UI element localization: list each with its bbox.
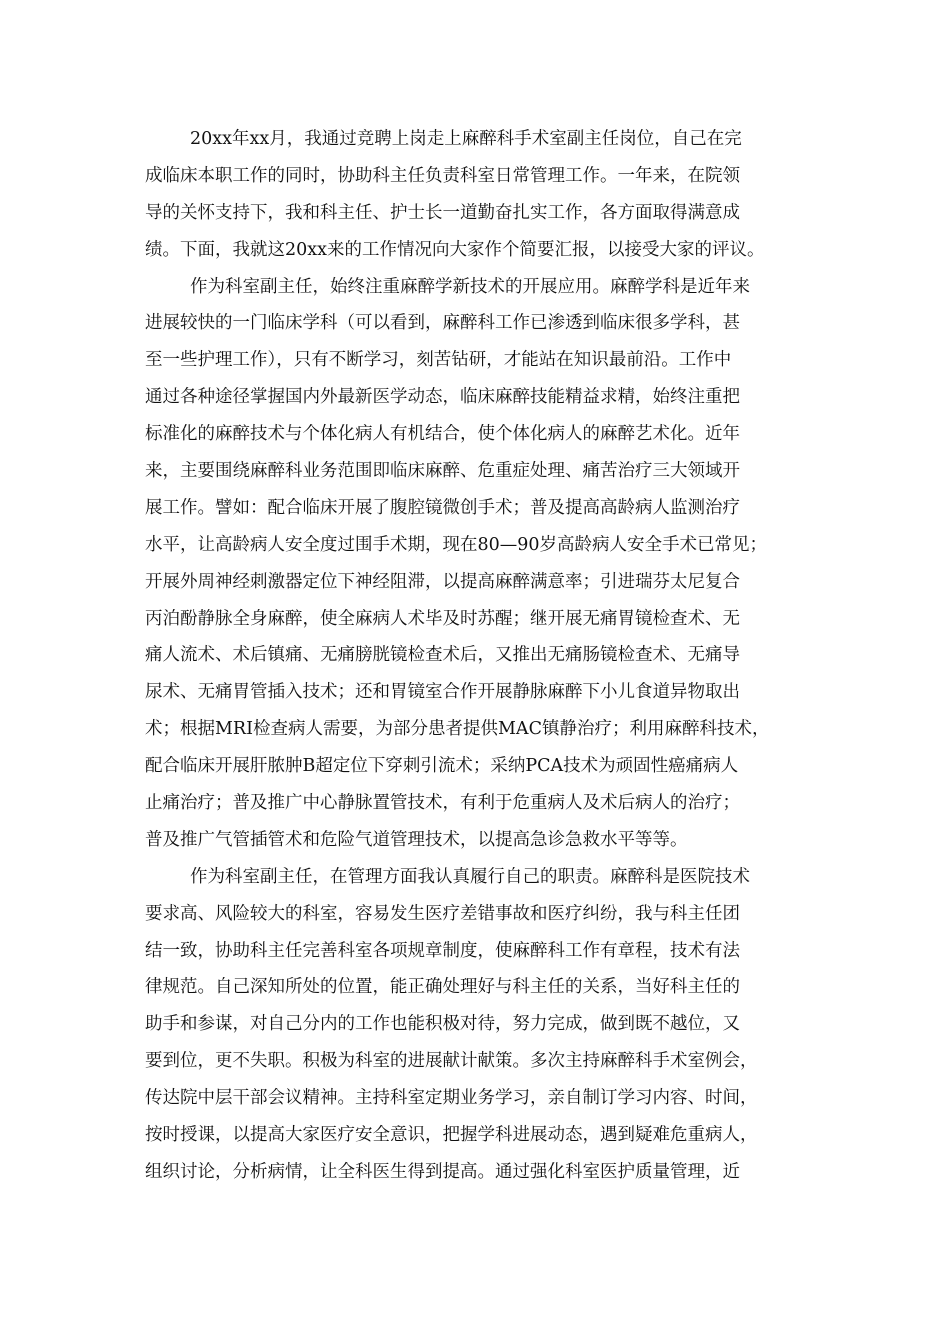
text-line: 通过各种途径掌握国内外最新医学动态，临床麻醉技能精益求精，始终注重把 bbox=[145, 387, 740, 408]
text-line: 尿术、无痛胃管插入技术；还和胃镜室合作开展静脉麻醉下小儿食道异物取出 bbox=[145, 682, 740, 703]
text-line: 止痛治疗；普及推广中心静脉置管技术，有利于危重病人及术后病人的治疗； bbox=[145, 793, 740, 814]
text-line: 术；根据MRI检查病人需要，为部分患者提供MAC镇静治疗；利用麻醉科技术， bbox=[145, 719, 770, 740]
text-line: 展工作。譬如：配合临床开展了腹腔镜微创手术；普及提高高龄病人监测治疗 bbox=[145, 497, 740, 518]
paragraph-2 bbox=[145, 269, 805, 859]
text-line: 作为科室副主任，始终注重麻醉学新技术的开展应用。麻醉学科是近年来 bbox=[190, 276, 750, 297]
text-line: 律规范。自己深知所处的位置，能正确处理好与科主任的关系，当好科主任的 bbox=[145, 977, 740, 998]
text-line: 普及推广气管插管术和危险气道管理技术，以提高急诊急救水平等等。 bbox=[145, 829, 688, 850]
text-line: 组织讨论，分析病情，让全科医生得到提高。通过强化科室医护质量管理，近 bbox=[145, 1161, 740, 1182]
text-line: 开展外周神经刺激器定位下神经阻滞，以提高麻醉满意率；引进瑞芬太尼复合 bbox=[145, 571, 740, 592]
paragraph-1 bbox=[145, 121, 805, 269]
text-line: 进展较快的一门临床学科（可以看到，麻醉科工作已渗透到临床很多学科，甚 bbox=[145, 313, 740, 334]
text-line: 按时授课，以提高大家医疗安全意识，把握学科进展动态，遇到疑难危重病人， bbox=[145, 1125, 758, 1146]
text-line: 痛人流术、术后镇痛、无痛膀胱镜检查术后，又推出无痛肠镜检查术、无痛导 bbox=[145, 645, 740, 666]
text-line: 绩。下面，我就这20xx来的工作情况向大家作个简要汇报，以接受大家的评议。 bbox=[145, 239, 765, 260]
text-line: 20xx年xx月，我通过竞聘上岗走上麻醉科手术室副主任岗位，自己在完 bbox=[190, 129, 742, 149]
text-line: 作为科室副主任，在管理方面我认真履行自己的职责。麻醉科是医院技术 bbox=[190, 866, 750, 887]
text-line: 来，主要围绕麻醉科业务范围即临床麻醉、危重症处理、痛苦治疗三大领域开 bbox=[145, 461, 740, 482]
text-line: 助手和参谋，对自己分内的工作也能积极对待，努力完成，做到既不越位，又 bbox=[145, 1014, 740, 1035]
text-line: 丙泊酚静脉全身麻醉，使全麻病人术毕及时苏醒；继开展无痛胃镜检查术、无 bbox=[145, 608, 740, 629]
text-line: 结一致，协助科主任完善科室各项规章制度，使麻醉科工作有章程，技术有法 bbox=[145, 940, 740, 961]
text-line: 标准化的麻醉技术与个体化病人有机结合，使个体化病人的麻醉艺术化。近年 bbox=[145, 424, 740, 445]
paragraph-3 bbox=[145, 859, 805, 1191]
text-line: 成临床本职工作的同时，协助科主任负责科室日常管理工作。一年来，在院领 bbox=[145, 165, 740, 186]
text-line: 要求高、风险较大的科室，容易发生医疗差错事故和医疗纠纷，我与科主任团 bbox=[145, 903, 740, 924]
text-line: 水平，让高龄病人安全度过围手术期，现在80—90岁高龄病人安全手术已常见； bbox=[145, 534, 768, 555]
text-line: 至一些护理工作），只有不断学习，刻苦钻研，才能站在知识最前沿。工作中 bbox=[145, 350, 732, 371]
document-body bbox=[145, 121, 805, 1191]
text-line: 要到位，更不失职。积极为科室的进展献计献策。多次主持麻醉科手术室例会， bbox=[145, 1051, 758, 1072]
text-line: 导的关怀支持下，我和科主任、护士长一道勤奋扎实工作，各方面取得满意成 bbox=[145, 202, 740, 223]
text-line: 配合临床开展肝脓肿B超定位下穿刺引流术；采纳PCA技术为顽固性癌痛病人 bbox=[145, 756, 739, 777]
text-line: 传达院中层干部会议精神。主持科室定期业务学习，亲自制订学习内容、时间， bbox=[145, 1088, 758, 1109]
